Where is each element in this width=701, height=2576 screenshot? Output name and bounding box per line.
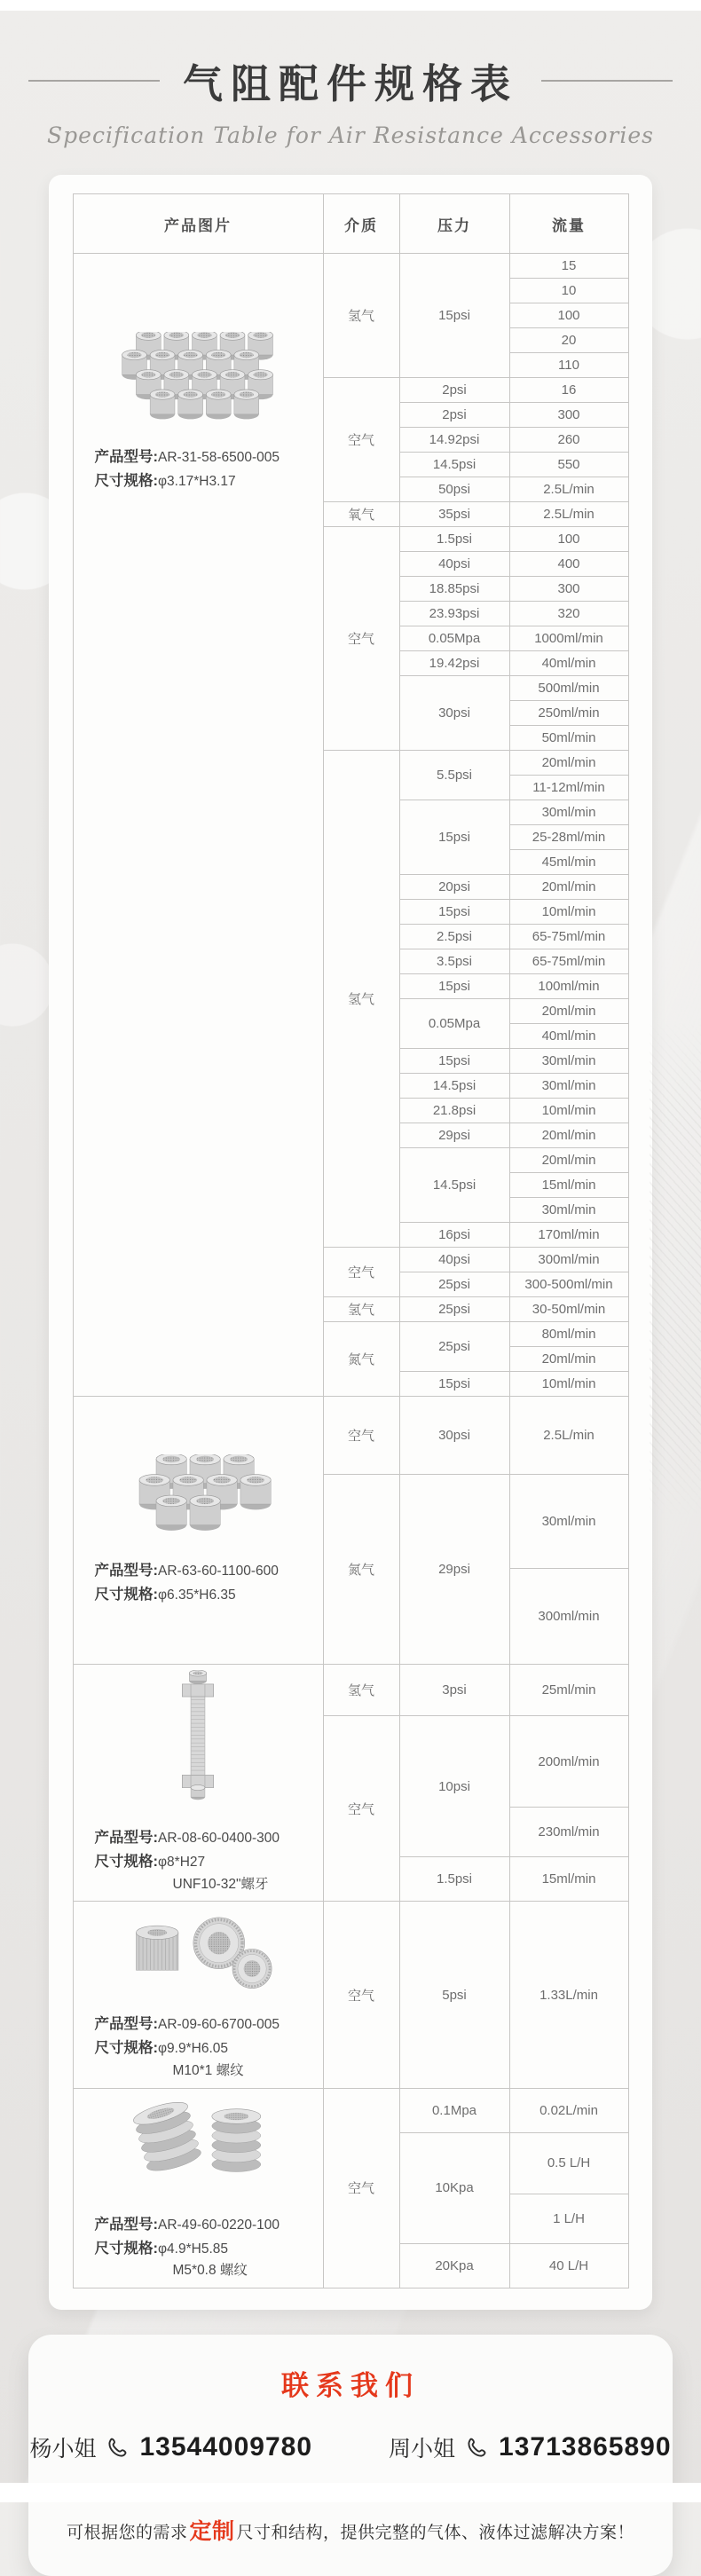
pressure-cell: 0.05Mpa xyxy=(399,999,509,1049)
contact-name: 杨小姐 xyxy=(29,2437,97,2462)
flow-cell: 25-28ml/min xyxy=(509,825,628,850)
pressure-cell: 18.85psi xyxy=(399,577,509,602)
pressure-cell: 1.5psi xyxy=(399,527,509,552)
flow-cell: 65-75ml/min xyxy=(509,949,628,974)
pressure-cell: 10Kpa xyxy=(399,2132,509,2243)
flow-cell: 20ml/min xyxy=(509,1148,628,1173)
flow-cell: 11-12ml/min xyxy=(509,776,628,800)
flow-cell: 500ml/min xyxy=(509,676,628,701)
flow-cell: 2.5L/min xyxy=(509,502,628,527)
medium-cell: 氢气 xyxy=(323,751,399,1248)
pressure-cell: 0.1Mpa xyxy=(399,2088,509,2132)
product-size: 尺寸规格:φ3.17*H3.17 xyxy=(94,472,236,489)
medium-cell: 氮气 xyxy=(323,1322,399,1397)
pressure-cell: 10psi xyxy=(399,1716,509,1857)
pressure-cell: 2psi xyxy=(399,403,509,428)
product-size-extra: UNF10-32"螺牙 xyxy=(172,1876,269,1892)
page-title: 气阻配件规格表 xyxy=(182,61,518,106)
product-photo xyxy=(74,1670,323,1805)
note-highlight: 定制 xyxy=(189,2519,235,2545)
medium-cell: 氮气 xyxy=(323,1475,399,1665)
flow-cell: 1.33L/min xyxy=(509,1902,628,2088)
product-model: 产品型号:AR-63-60-1100-600 xyxy=(94,1562,279,1579)
product-photo xyxy=(74,332,323,424)
page-subtitle: Specification Table for Air Resistance Accessories xyxy=(47,122,654,148)
medium-cell: 空气 xyxy=(323,378,399,502)
flow-cell: 50ml/min xyxy=(509,726,628,751)
flow-cell: 1 L/H xyxy=(509,2194,628,2244)
flow-cell: 320 xyxy=(509,602,628,626)
flow-cell: 550 xyxy=(509,453,628,477)
contacts-row xyxy=(28,2431,673,2463)
medium-cell: 空气 xyxy=(323,2088,399,2288)
flow-cell: 30ml/min xyxy=(509,1198,628,1223)
flow-cell: 40ml/min xyxy=(509,1024,628,1049)
spec-card xyxy=(49,175,652,2310)
product-info xyxy=(74,1826,323,1895)
flow-cell: 20ml/min xyxy=(509,751,628,776)
hatch-texture-decoration xyxy=(650,1020,701,1517)
flow-cell: 300 xyxy=(509,577,628,602)
flow-cell: 20ml/min xyxy=(509,875,628,900)
col-header-flow: 流量 xyxy=(509,194,628,254)
pressure-cell: 2psi xyxy=(399,378,509,403)
product-info xyxy=(74,2013,323,2082)
pressure-cell: 1.5psi xyxy=(399,1857,509,1902)
flow-cell: 65-75ml/min xyxy=(509,925,628,949)
title-row xyxy=(0,51,701,109)
flow-cell: 15 xyxy=(509,254,628,279)
product-size: 尺寸规格:φ8*H27 xyxy=(94,1853,206,1870)
contact-phone: 13713865890 xyxy=(499,2432,672,2462)
product-cell xyxy=(73,1397,323,1665)
custom-note xyxy=(28,2514,673,2546)
pressure-cell: 21.8psi xyxy=(399,1099,509,1123)
product-info xyxy=(74,1559,323,1607)
pressure-cell: 3psi xyxy=(399,1665,509,1716)
contact-person xyxy=(29,2431,312,2463)
product-photo xyxy=(74,1454,323,1538)
flow-cell: 10ml/min xyxy=(509,900,628,925)
product-cell xyxy=(73,1665,323,1902)
medium-cell: 空气 xyxy=(323,1397,399,1475)
col-header-product-image: 产品图片 xyxy=(73,194,323,254)
product-photo xyxy=(74,2094,323,2192)
flow-cell: 1000ml/min xyxy=(509,626,628,651)
phone-icon xyxy=(106,2436,130,2460)
pressure-cell: 25psi xyxy=(399,1297,509,1322)
pressure-cell: 35psi xyxy=(399,502,509,527)
flow-cell: 10 xyxy=(509,279,628,303)
table-row xyxy=(73,254,628,279)
flow-cell: 20ml/min xyxy=(509,999,628,1024)
pressure-cell: 14.5psi xyxy=(399,1148,509,1223)
medium-cell: 空气 xyxy=(323,1902,399,2088)
flow-cell: 45ml/min xyxy=(509,850,628,875)
pressure-cell: 15psi xyxy=(399,900,509,925)
product-photo xyxy=(74,1907,323,1991)
contact-title: 联系我们 xyxy=(281,2370,420,2402)
pressure-cell: 29psi xyxy=(399,1475,509,1665)
medium-cell: 氢气 xyxy=(323,1665,399,1716)
title-line-left xyxy=(28,80,160,82)
product-info xyxy=(74,445,323,493)
table-row xyxy=(73,1397,628,1475)
flow-cell: 300ml/min xyxy=(509,1569,628,1665)
flow-cell: 250ml/min xyxy=(509,701,628,726)
flow-cell: 16 xyxy=(509,378,628,403)
flow-cell: 30ml/min xyxy=(509,1074,628,1099)
flow-cell: 300ml/min xyxy=(509,1248,628,1272)
product-size: 尺寸规格:φ9.9*H6.05 xyxy=(94,2040,228,2057)
product-cell xyxy=(73,2088,323,2288)
flow-cell: 100ml/min xyxy=(509,974,628,999)
flow-cell: 300-500ml/min xyxy=(509,1272,628,1297)
spec-table xyxy=(73,193,629,2288)
flow-cell: 80ml/min xyxy=(509,1322,628,1347)
pressure-cell: 25psi xyxy=(399,1272,509,1297)
pressure-cell: 15psi xyxy=(399,974,509,999)
contact-card xyxy=(28,2335,673,2576)
flow-cell: 40ml/min xyxy=(509,651,628,676)
flow-cell: 10ml/min xyxy=(509,1372,628,1397)
product-cell xyxy=(73,1902,323,2088)
flow-cell: 15ml/min xyxy=(509,1173,628,1198)
pressure-cell: 40psi xyxy=(399,552,509,577)
flow-cell: 20ml/min xyxy=(509,1123,628,1148)
flow-cell: 100 xyxy=(509,303,628,328)
contact-person xyxy=(389,2431,672,2463)
pressure-cell: 3.5psi xyxy=(399,949,509,974)
table-row xyxy=(73,1665,628,1716)
pressure-cell: 19.42psi xyxy=(399,651,509,676)
header xyxy=(0,11,701,148)
note-prefix: 可根据您的需求 xyxy=(66,2524,188,2543)
phone-icon xyxy=(465,2436,489,2460)
pressure-cell: 14.5psi xyxy=(399,453,509,477)
product-size: 尺寸规格:φ6.35*H6.35 xyxy=(94,1586,236,1603)
pressure-cell: 20Kpa xyxy=(399,2244,509,2288)
flow-cell: 110 xyxy=(509,353,628,378)
table-row xyxy=(73,1902,628,2088)
col-header-medium: 介质 xyxy=(323,194,399,254)
bottom-white-strip xyxy=(0,2483,701,2502)
medium-cell: 氢气 xyxy=(323,1297,399,1322)
product-cell xyxy=(73,254,323,1397)
pressure-cell: 14.5psi xyxy=(399,1074,509,1099)
product-size-extra: M5*0.8 螺纹 xyxy=(172,2263,248,2279)
pressure-cell: 20psi xyxy=(399,875,509,900)
flow-cell: 400 xyxy=(509,552,628,577)
flow-cell: 2.5L/min xyxy=(509,1397,628,1475)
medium-cell: 氧气 xyxy=(323,502,399,527)
pressure-cell: 30psi xyxy=(399,676,509,751)
flow-cell: 2.5L/min xyxy=(509,477,628,502)
product-model: 产品型号:AR-49-60-0220-100 xyxy=(94,2216,280,2233)
flow-cell: 20 xyxy=(509,328,628,353)
product-model: 产品型号:AR-08-60-0400-300 xyxy=(94,1830,280,1846)
flow-cell: 100 xyxy=(509,527,628,552)
flow-cell: 25ml/min xyxy=(509,1665,628,1716)
pressure-cell: 0.05Mpa xyxy=(399,626,509,651)
table-header-row xyxy=(73,194,628,254)
pressure-cell: 2.5psi xyxy=(399,925,509,949)
pressure-cell: 15psi xyxy=(399,254,509,378)
title-line-right xyxy=(541,80,673,82)
contact-name: 周小姐 xyxy=(389,2437,456,2462)
flow-cell: 10ml/min xyxy=(509,1099,628,1123)
medium-cell: 空气 xyxy=(323,1248,399,1297)
flow-cell: 260 xyxy=(509,428,628,453)
pressure-cell: 25psi xyxy=(399,1322,509,1372)
flow-cell: 30ml/min xyxy=(509,800,628,825)
pressure-cell: 50psi xyxy=(399,477,509,502)
flow-cell: 0.02L/min xyxy=(509,2088,628,2132)
product-size-extra: M10*1 螺纹 xyxy=(172,2062,244,2078)
pressure-cell: 16psi xyxy=(399,1223,509,1248)
pressure-cell: 23.93psi xyxy=(399,602,509,626)
pressure-cell: 30psi xyxy=(399,1397,509,1475)
product-size: 尺寸规格:φ4.9*H5.85 xyxy=(94,2240,228,2257)
flow-cell: 170ml/min xyxy=(509,1223,628,1248)
pressure-cell: 15psi xyxy=(399,1049,509,1074)
flow-cell: 230ml/min xyxy=(509,1808,628,1857)
medium-cell: 空气 xyxy=(323,1716,399,1902)
col-header-pressure: 压力 xyxy=(399,194,509,254)
flow-cell: 30ml/min xyxy=(509,1049,628,1074)
note-suffix: 尺寸和结构，提供完整的气体、液体过滤解决方案！ xyxy=(236,2524,635,2543)
product-info xyxy=(74,2213,323,2282)
flow-cell: 40 L/H xyxy=(509,2244,628,2288)
flow-cell: 30ml/min xyxy=(509,1475,628,1569)
flow-cell: 300 xyxy=(509,403,628,428)
pressure-cell: 5.5psi xyxy=(399,751,509,800)
flow-cell: 30-50ml/min xyxy=(509,1297,628,1322)
flow-cell: 200ml/min xyxy=(509,1716,628,1808)
product-model: 产品型号:AR-09-60-6700-005 xyxy=(94,2016,280,2033)
pressure-cell: 29psi xyxy=(399,1123,509,1148)
contact-phone: 13544009780 xyxy=(139,2432,312,2462)
table-row xyxy=(73,2088,628,2132)
flow-cell: 0.5 L/H xyxy=(509,2132,628,2194)
pressure-cell: 15psi xyxy=(399,800,509,875)
pressure-cell: 14.92psi xyxy=(399,428,509,453)
pressure-cell: 40psi xyxy=(399,1248,509,1272)
top-white-strip xyxy=(0,0,701,11)
flow-cell: 15ml/min xyxy=(509,1857,628,1902)
flow-cell: 20ml/min xyxy=(509,1347,628,1372)
medium-cell: 空气 xyxy=(323,527,399,751)
medium-cell: 氢气 xyxy=(323,254,399,378)
pressure-cell: 5psi xyxy=(399,1902,509,2088)
product-model: 产品型号:AR-31-58-6500-005 xyxy=(94,449,280,465)
pressure-cell: 15psi xyxy=(399,1372,509,1397)
